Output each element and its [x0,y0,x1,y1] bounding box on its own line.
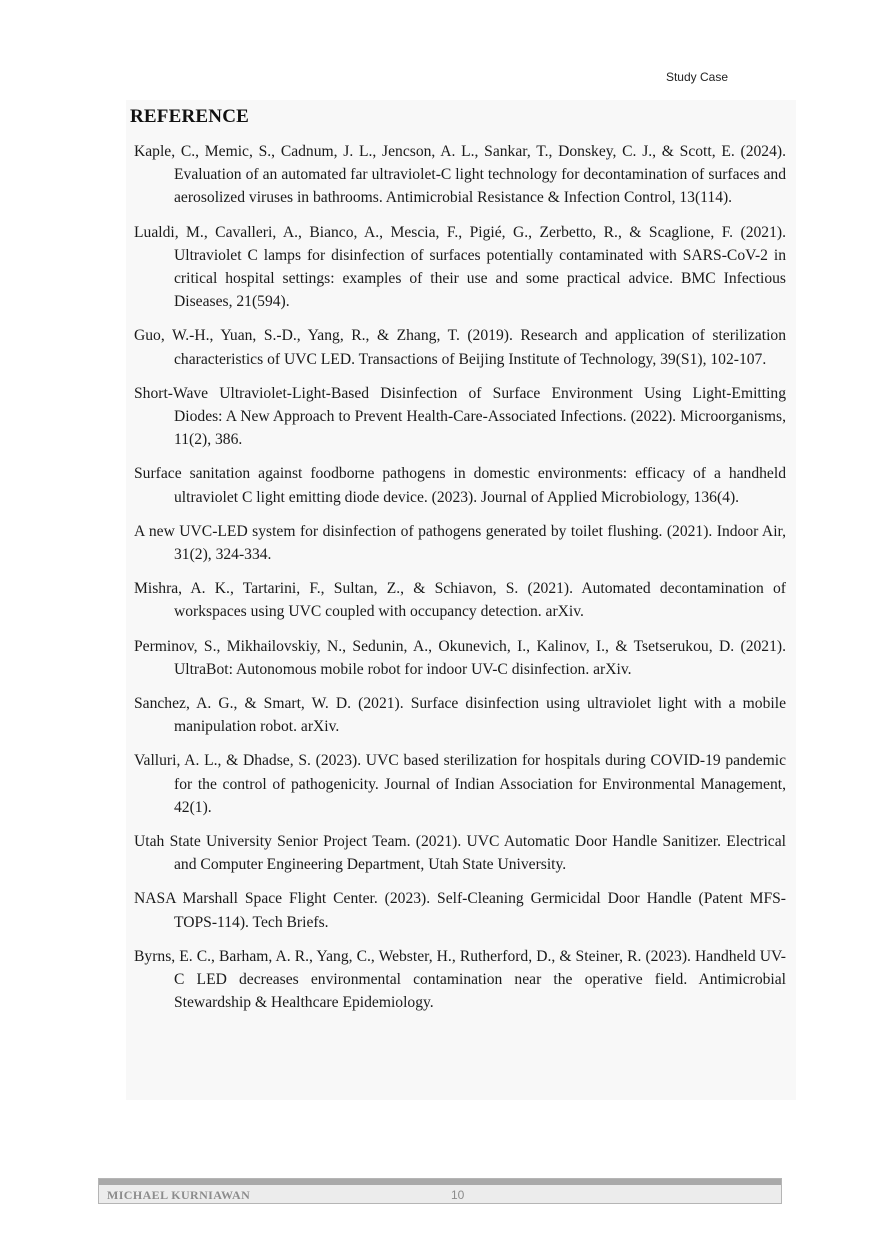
reference-entry: Valluri, A. L., & Dhadse, S. (2023). UVC based sterilization for hospitals during COVID-19 pandemic for the control of pathogenicity. Journal of Indian Association for Environmental Management, 42(1). [134,752,786,816]
running-header: Study Case [665,70,728,84]
reference-entry: A new UVC-LED system for disinfection of pathogens generated by toilet flushing. (2021). Indoor Air, 31(2), 324-334. [134,522,786,564]
section-title: REFERENCE [130,106,249,127]
reference-entry: Mishra, A. K., Tartarini, F., Sultan, Z., & Schiavon, S. (2021). Automated decontamination of workspaces using UVC coupled with occupancy detection. arXiv. [134,580,786,621]
reference-entry: Byrns, E. C., Barham, A. R., Yang, C., Webster, H., Rutherford, D., & Steiner, R. (2023). Handheld UV-C LED decreases environmental contamination near the operative field. Antimicrobial Stewardship & Healthcare Epidemiology. [134,947,786,1012]
reference-list [134,140,786,1026]
reference-entry: Perminov, S., Mikhailovskiy, N., Sedunin, A., Okunevich, I., Kalinov, I., & Tsetserukou, D. (2021). UltraBot: Autonomous mobile robot for indoor UV-C disinfection. arXiv. [134,637,786,678]
footer-author: MICHAEL KURNIAWAN [107,1188,251,1202]
reference-entry: Sanchez, A. G., & Smart, W. D. (2021). Surface disinfection using ultraviolet light with a mobile manipulation robot. arXiv. [134,695,786,736]
reference-entry: Surface sanitation against foodborne pathogens in domestic environments: efficacy of a handheld ultraviolet C light emitting diode device. (2023). Journal of Applied Microbiology, 136(4). [134,465,786,506]
reference-entry: Utah State University Senior Project Team. (2021). UVC Automatic Door Handle Sanitizer. Electrical and Computer Engineering Department, Utah State University. [134,833,786,874]
reference-entry: Kaple, C., Memic, S., Cadnum, J. L., Jencson, A. L., Sankar, T., Donskey, C. J., & Scott, E. (2024). Evaluation of an automated far ultraviolet-C light technology for decontamination of surfaces and aerosolized viruses in bathrooms. Antimicrobial Resistance & Infection Control, 13(114). [134,143,786,207]
reference-entry: Short-Wave Ultraviolet-Light-Based Disinfection of Surface Environment Using Light-Emitting Diodes: A New Approach to Prevent Health-Care-Associated Infections. (2022). Microorganisms, 11(2), 386. [134,384,786,449]
page-footer [98,1178,782,1204]
footer-stripe [99,1179,781,1185]
page-number: 10 [451,1188,465,1202]
reference-entry: NASA Marshall Space Flight Center. (2023). Self-Cleaning Germicidal Door Handle (Patent MFS-TOPS-114). Tech Briefs. [134,890,786,931]
reference-entry: Lualdi, M., Cavalleri, A., Bianco, A., Mescia, F., Pigié, G., Zerbetto, R., & Scaglione, F. (2021). Ultraviolet C lamps for disinfection of surfaces potentially contaminated with SARS-CoV-2 in critical hospital settings: examples of their use and some practical advice. BMC Infectious Diseases, 21(594). [134,223,786,311]
reference-entry: Guo, W.-H., Yuan, S.-D., Yang, R., & Zhang, T. (2019). Research and application of sterilization characteristics of UVC LED. Transactions of Beijing Institute of Technology, 39(S1), 102-107. [134,327,786,368]
